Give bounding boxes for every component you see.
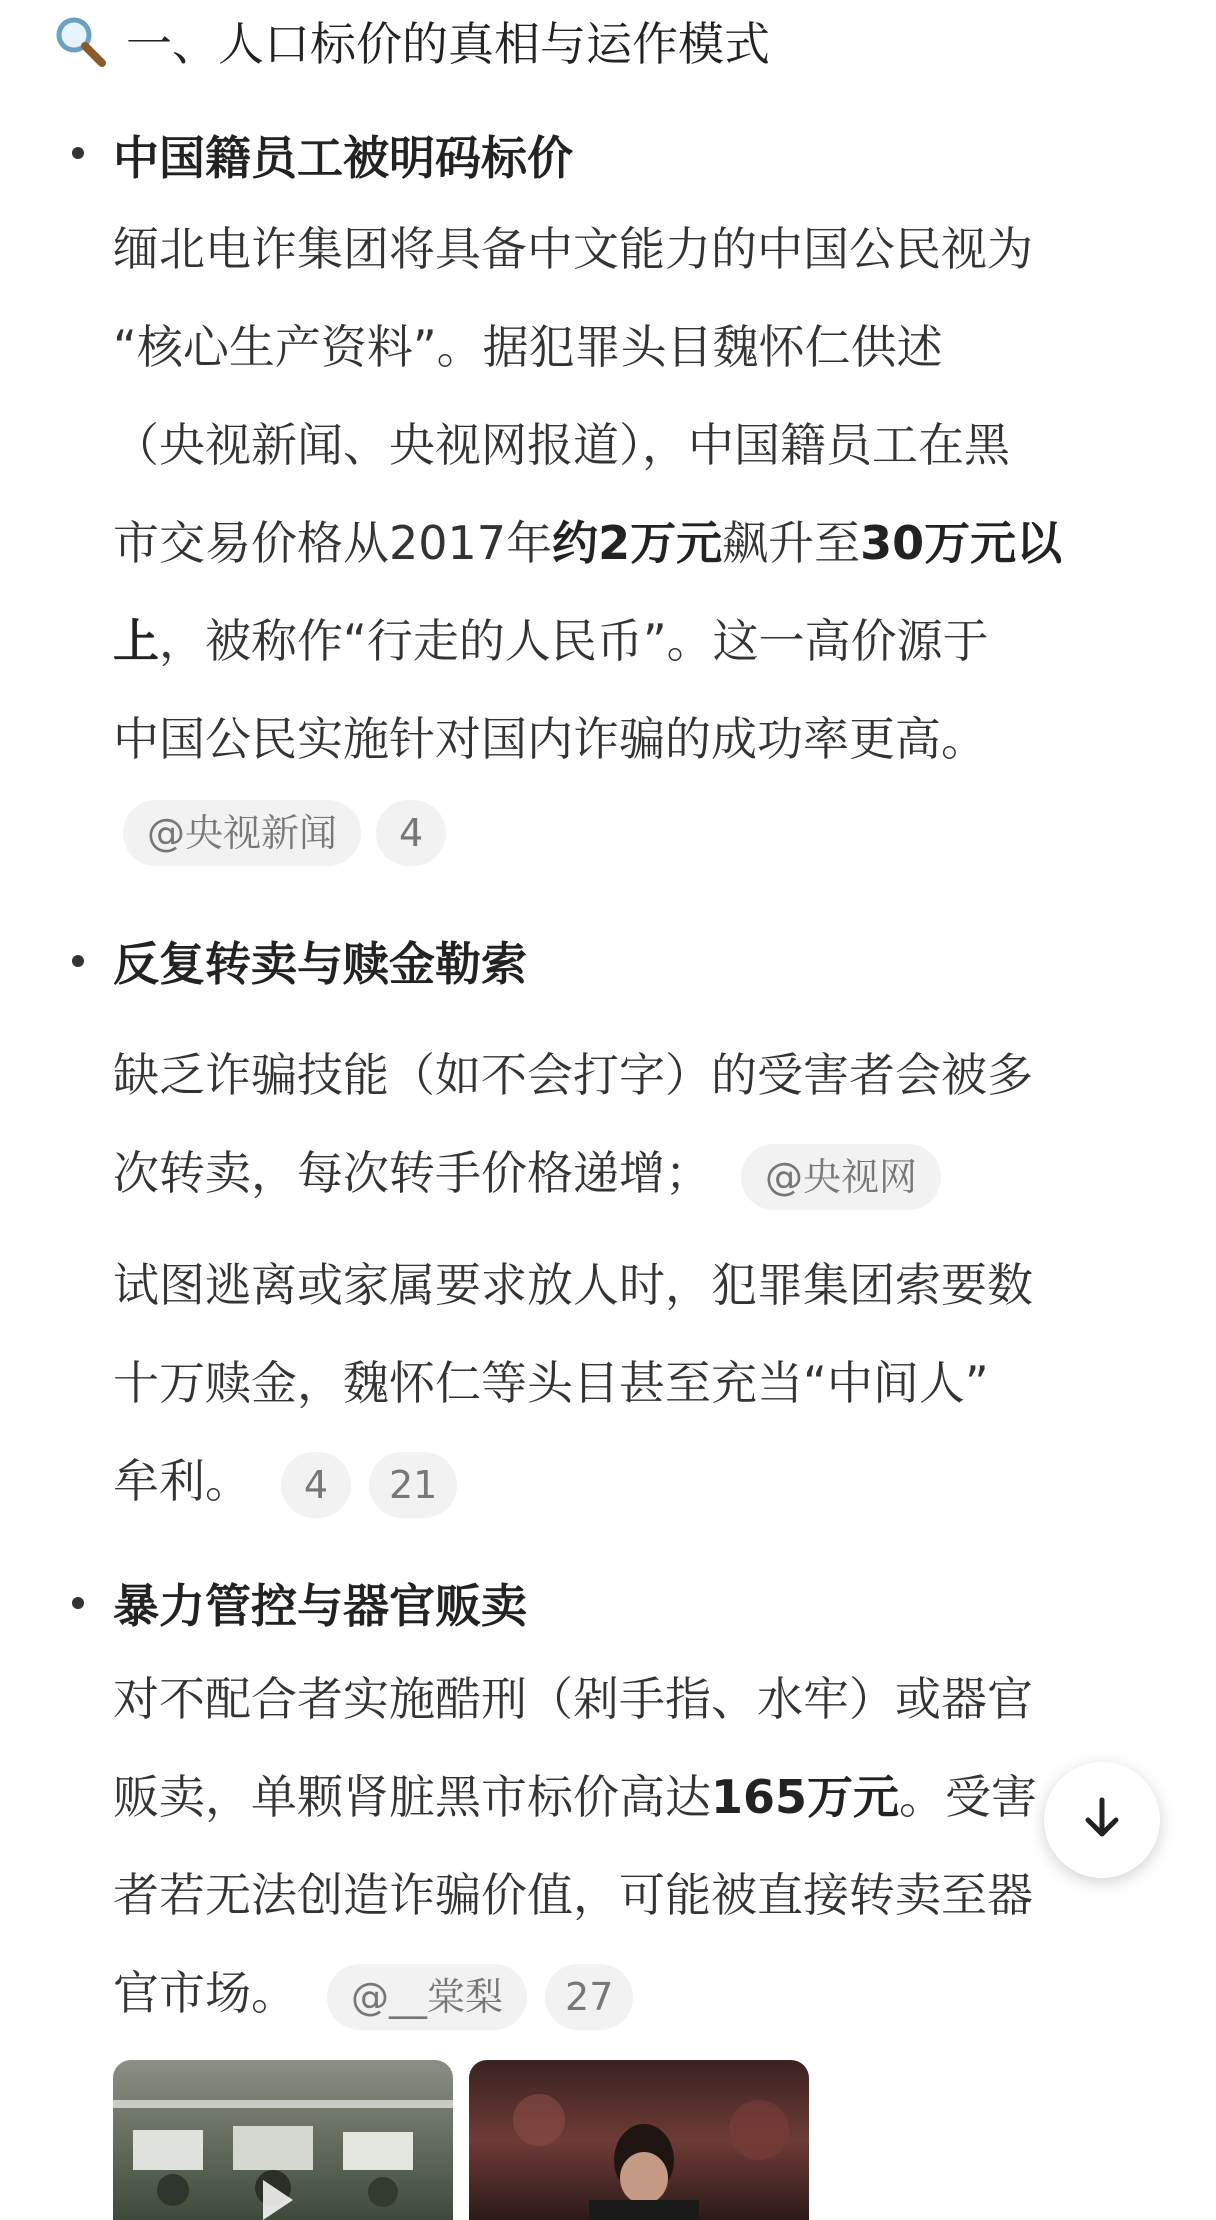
text-line: “核心生产资料”。据犯罪头目魏怀仁供述 (113, 320, 943, 374)
text-segment: 官市场。 (113, 1966, 297, 2020)
text-line (113, 1432, 1173, 1530)
citation-count-chip[interactable]: 4 (281, 1452, 351, 1518)
emphasis-price: 上 (113, 614, 159, 668)
bullet-dot (72, 1597, 84, 1609)
bullet-dot (72, 147, 84, 159)
magnifier-icon (50, 11, 110, 71)
text-segment: 贩卖，单颗肾脏黑市标价高达 (113, 1770, 711, 1824)
item-title: 反复转卖与赎金勒索 (113, 937, 527, 991)
text-line: （央视新闻、央视网报道），中国籍员工在黑 (113, 418, 1010, 472)
item-body (113, 200, 1173, 788)
emphasis-price: 165万元 (711, 1770, 900, 1824)
citation-count-chip[interactable]: 21 (369, 1452, 457, 1518)
text-segment: 次转卖，每次转手价格递增； (113, 1146, 711, 1200)
emphasis-price: 约2万元 (552, 516, 723, 570)
text-line (113, 494, 1173, 592)
video-thumbnail[interactable] (113, 2060, 453, 2220)
item-title: 中国籍员工被明码标价 (113, 131, 573, 185)
text-segment: 牟利。 (113, 1454, 251, 1508)
text-segment: 市交易价格从2017年 (113, 516, 553, 570)
source-chip[interactable]: @央视网 (741, 1144, 941, 1210)
text-line: 对不配合者实施酷刑（剁手指、水牢）或器官 (113, 1672, 1033, 1726)
citation-count-chip[interactable]: 4 (376, 800, 446, 866)
source-chip[interactable]: @__棠梨 (327, 1964, 527, 2030)
video-thumbnail[interactable] (469, 2060, 809, 2220)
text-line (113, 1124, 1173, 1222)
text-line: 缅北电诈集团将具备中文能力的中国公民视为 (113, 222, 1033, 276)
text-line (113, 592, 1173, 690)
text-line: 试图逃离或家属要求放人时，犯罪集团索要数 (113, 1258, 1033, 1312)
scroll-down-button[interactable] (1044, 1762, 1160, 1878)
text-segment: 。受害 (899, 1770, 1038, 1824)
emphasis-price: 30万元以 (860, 516, 1063, 570)
text-line (113, 1944, 1173, 2042)
item-body (113, 1650, 1173, 2042)
source-chip[interactable]: @央视新闻 (123, 800, 361, 866)
text-segment: 飙升至 (722, 516, 861, 570)
text-line: 十万赎金，魏怀仁等头目甚至充当“中间人” (113, 1356, 989, 1410)
text-line: 者若无法创造诈骗价值，可能被直接转卖至器 (113, 1868, 1033, 1922)
section-heading (50, 6, 770, 76)
section-heading-text: 一、人口标价的真相与运作模式 (126, 17, 770, 71)
text-line (113, 1748, 1173, 1846)
item-title: 暴力管控与器官贩卖 (113, 1579, 527, 1633)
text-line: 缺乏诈骗技能（如不会打字）的受害者会被多 (113, 1048, 1033, 1102)
citation-row (113, 800, 446, 866)
citation-count-chip[interactable]: 27 (545, 1964, 633, 2030)
text-line: 中国公民实施针对国内诈骗的成功率更高。 (113, 712, 987, 766)
arrow-down-icon (1076, 1792, 1128, 1848)
item-body (113, 1236, 1173, 1530)
item-body (113, 1026, 1173, 1222)
text-segment: ，被称作“行走的人民币”。这一高价源于 (159, 614, 989, 668)
bullet-dot (72, 955, 84, 967)
